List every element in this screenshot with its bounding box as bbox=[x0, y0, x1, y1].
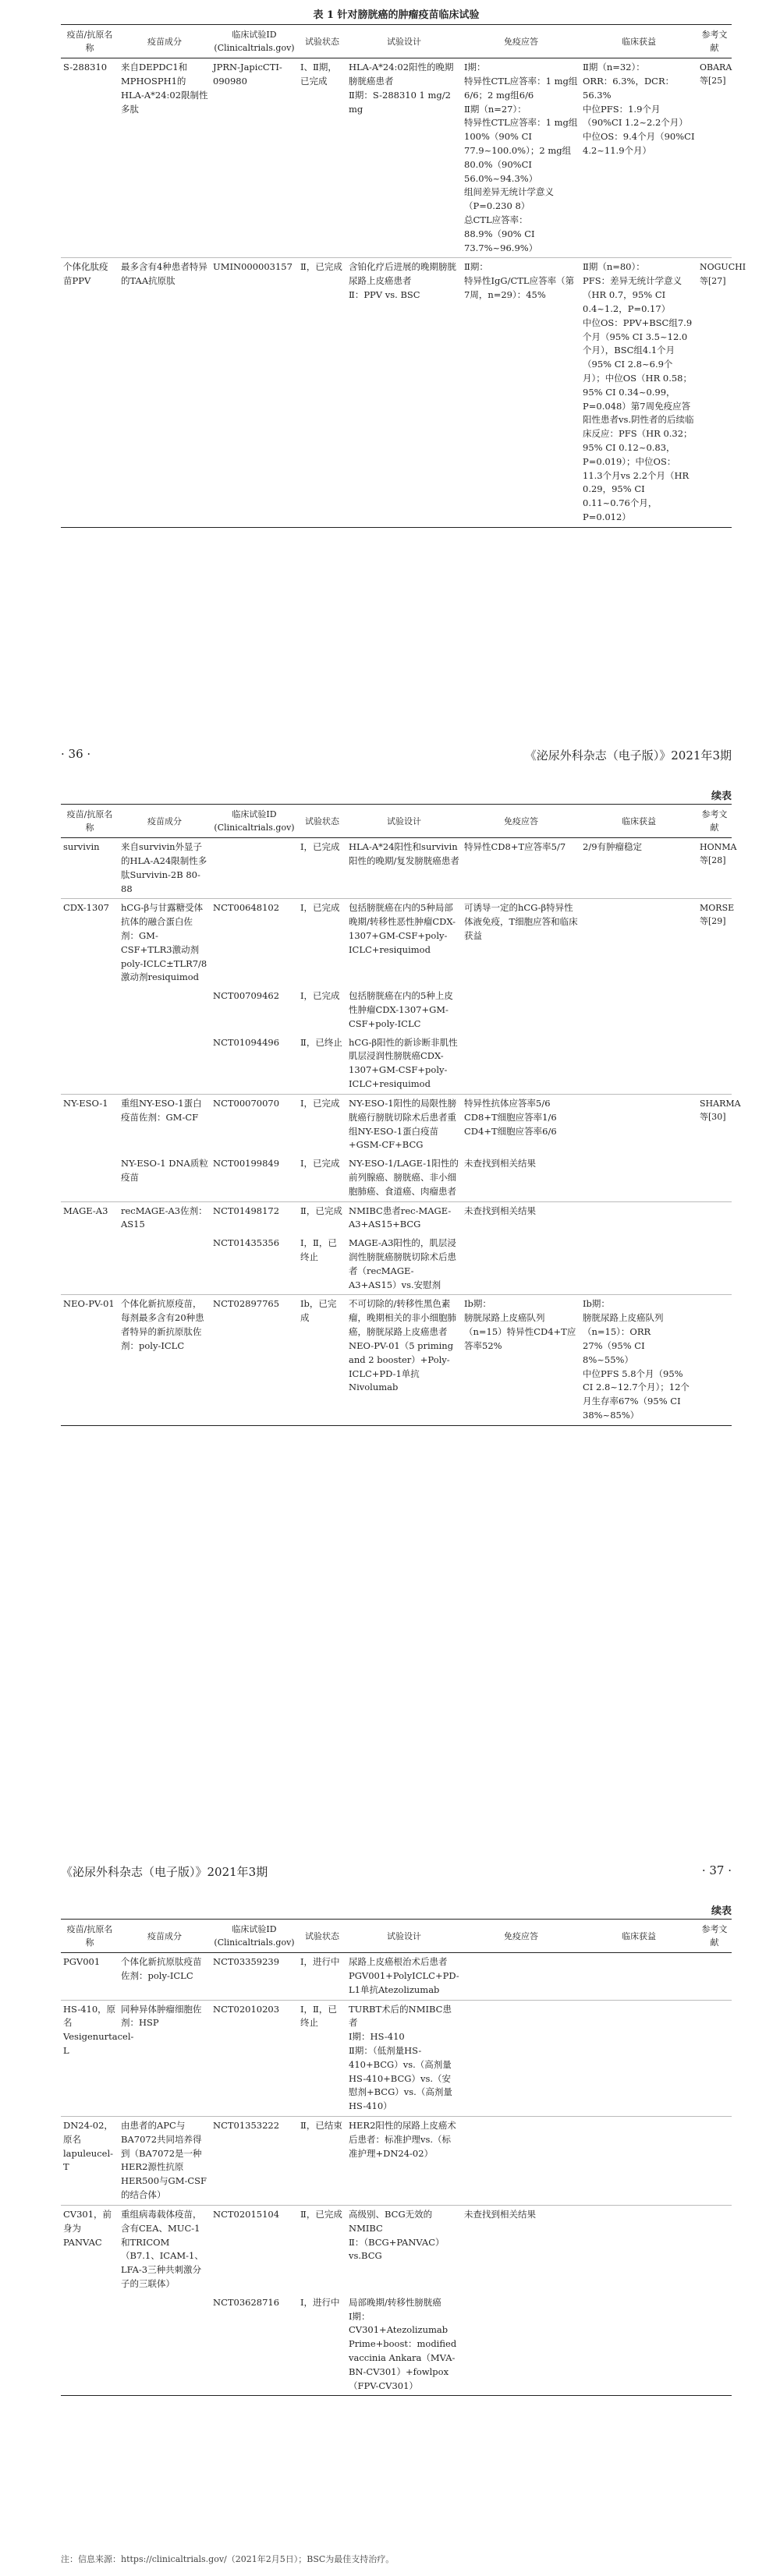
cell-vaccine-name bbox=[61, 1155, 119, 1201]
cell-vaccine-name: CV301，前身为PANVAC bbox=[61, 2205, 119, 2293]
page3-table-section bbox=[61, 1902, 732, 2396]
header-vaccine-name: 疫苗/抗原名称 bbox=[61, 805, 119, 838]
cell-reference bbox=[697, 2000, 732, 2117]
cell-vaccine-name: NEO-PV-01 bbox=[61, 1295, 119, 1425]
cell-trial-id: NCT01094496 bbox=[213, 1036, 280, 1048]
cell-trial-status: Ⅱ，已完成 bbox=[298, 258, 346, 527]
cell-clinical-benefit bbox=[580, 1094, 697, 1155]
header-trial-design: 试验设计 bbox=[346, 1920, 462, 1953]
cell-clinical-benefit bbox=[580, 899, 697, 987]
cell-vaccine-name: PGV001 bbox=[63, 1956, 101, 1968]
table-title: 表 1 针对膀胱癌的肿瘤疫苗临床试验 bbox=[313, 9, 480, 21]
cell-clinical-benefit bbox=[580, 2205, 697, 2293]
cell-trial-id: NCT02897765 bbox=[211, 1295, 298, 1425]
header-clinical-benefit: 临床获益 bbox=[580, 805, 697, 838]
cell-trial-id: NCT01498172 bbox=[211, 1201, 298, 1234]
cell-trial-status: Ⅱ，已完成 bbox=[298, 1201, 346, 1234]
header-trial-design: 试验设计 bbox=[346, 25, 462, 58]
table-row bbox=[61, 1234, 732, 1295]
cell-trial-status: Ⅱ，已结束 bbox=[298, 2117, 346, 2206]
cell-trial-id: NCT00709462 bbox=[213, 990, 280, 1002]
cell-vaccine-name: survivin bbox=[63, 841, 100, 853]
table-row bbox=[61, 1155, 732, 1201]
cell-trial-id: NCT00648102 bbox=[211, 899, 298, 987]
cell-vaccine-components: recMAGE-A3佐剂：AS15 bbox=[119, 1201, 211, 1234]
cell-trial-status: Ⅰ，已完成 bbox=[298, 899, 346, 987]
cell-trial-design: 不可切除的/转移性黑色素瘤，晚期相关的非小细胞肺癌，膀胱尿路上皮癌患者NEO-PV-01（5 priming and 2 booster）+Poly-ICLC+PD-1单抗Nivolumab bbox=[346, 1295, 462, 1425]
cell-trial-id: NCT01353222 bbox=[211, 2117, 298, 2206]
cell-trial-id: NCT02015104 bbox=[211, 2205, 298, 2293]
cell-trial-design: hCG-β阳性的新诊断非肌性肌层浸润性膀胱癌CDX-1307+GM-CSF+poly-ICLC+resiquimod bbox=[349, 1036, 458, 1090]
header-reference: 参考文献 bbox=[697, 25, 732, 58]
cell-clinical-benefit bbox=[580, 1953, 697, 2000]
cell-immune-response bbox=[462, 1034, 580, 1095]
cell-reference: SHARMA等[30] bbox=[697, 1094, 732, 1155]
cell-trial-id: NCT00070070 bbox=[211, 1094, 298, 1155]
table-row bbox=[61, 899, 732, 987]
header-vaccine-name: 疫苗/抗原名称 bbox=[61, 25, 119, 58]
cell-clinical-benefit bbox=[580, 1201, 697, 1234]
cell-trial-id: JPRN-JapicCTI-090980 bbox=[213, 62, 282, 87]
cell-immune-response bbox=[462, 1234, 580, 1295]
cell-vaccine-components: 重组NY-ESO-1蛋白疫苗佐剂：GM-CF bbox=[119, 1094, 211, 1155]
cell-trial-id: NCT00199849 bbox=[213, 1158, 280, 1169]
cell-immune-response: 未查找到相关结果 bbox=[462, 1201, 580, 1234]
cell-clinical-benefit bbox=[580, 987, 697, 1033]
cell-reference: HONMA等[28] bbox=[700, 842, 737, 866]
cell-vaccine-components: 来自DEPDC1和MPHOSPH1的HLA-A*24:02限制性多肽 bbox=[121, 62, 208, 115]
header-trial-status: 试验状态 bbox=[298, 805, 346, 838]
cell-vaccine-components: hCG-β与甘露糖受体抗体的融合蛋白佐剂：GM-CSF+TLR3激动剂poly-ICLC±TLR7/8激动剂resiquimod bbox=[119, 899, 211, 987]
cell-immune-response: 可诱导一定的hCG-β特异性体液免疫，T细胞应答和临床获益 bbox=[462, 899, 580, 987]
cell-immune-response: 未查找到相关结果 bbox=[464, 1158, 536, 1169]
cell-vaccine-components: 来自survivin外显子的HLA-A24限制性多肽Survivin-2B 80-88 bbox=[121, 841, 207, 894]
cell-trial-design: HLA-A*24:02阳性的晚期膀胱癌患者 Ⅱ期：S-288310 1 mg/2 mg bbox=[349, 62, 454, 115]
cell-trial-id: NCT01435356 bbox=[213, 1237, 280, 1249]
cell-vaccine-name: NY-ESO-1 bbox=[61, 1094, 119, 1155]
cell-immune-response bbox=[462, 2117, 580, 2206]
header-immune-response: 免疫应答 bbox=[462, 25, 580, 58]
cell-vaccine-components bbox=[119, 987, 211, 1033]
trials-table-part3 bbox=[61, 1919, 732, 2396]
cell-trial-design: NMIBC患者rec-MAGE-A3+AS15+BCG bbox=[346, 1201, 462, 1234]
cell-vaccine-components: 同种异体肿瘤细胞佐剂：HSP bbox=[119, 2000, 211, 2117]
cell-clinical-benefit: Ⅰb期： 膀胱尿路上皮癌队列（n=15）：ORR 27%（95% CI 8%~55%） 中位PFS 5.8个月（95% CI 2.8~12.7个月）；12个月生存率67%（95% CI 38%~85%） bbox=[580, 1295, 697, 1425]
cell-vaccine-name bbox=[61, 2294, 119, 2396]
cell-trial-design: 包括膀胱癌在内的5种局部晚期/转移性恶性肿瘤CDX-1307+GM-CSF+poly-ICLC+resiquimod bbox=[346, 899, 462, 987]
continued-label: 续表 bbox=[711, 1905, 732, 1917]
table-row bbox=[61, 1295, 732, 1425]
cell-trial-design: 高级别、BCG无效的NMIBC Ⅱ：（BCG+PANVAC）vs.BCG bbox=[346, 2205, 462, 2293]
cell-trial-status: Ⅰ，已完成 bbox=[300, 1158, 340, 1169]
table-row bbox=[61, 258, 732, 527]
trials-table-part2 bbox=[61, 804, 741, 1426]
cell-vaccine-name bbox=[61, 1234, 119, 1295]
cell-clinical-benefit bbox=[580, 1234, 697, 1295]
cell-immune-response bbox=[462, 2294, 580, 2396]
cell-trial-design: NY-ESO-1/LAGE-1阳性的前列腺癌、膀胱癌、非小细胞肺癌、食道癌、肉瘤患者 bbox=[349, 1158, 459, 1197]
cell-trial-status: Ⅰ、Ⅱ期，已完成 bbox=[300, 62, 337, 87]
cell-clinical-benefit: Ⅱ期（n=32）： ORR：6.3%，DCR：56.3% 中位PFS：1.9个月（90%CI 1.2~2.2个月） 中位OS：9.4个月（90%CI 4.2~11.9个月） bbox=[583, 62, 695, 156]
cell-immune-response: Ⅱ期： 特异性IgG/CTL应答率（第7周，n=29）：45% bbox=[462, 258, 580, 527]
cell-vaccine-components bbox=[119, 2294, 211, 2396]
cell-vaccine-name bbox=[61, 1034, 119, 1095]
header-vaccine-components: 疫苗成分 bbox=[119, 1920, 211, 1953]
table-row bbox=[61, 838, 732, 899]
cell-vaccine-components bbox=[119, 1034, 211, 1095]
cell-trial-design: 局部晚期/转移性膀胱癌 Ⅰ期：CV301+Atezolizumab Prime+boost：modified vaccinia Ankara（MVA-BN-CV301）+fowlpox（FPV-CV301） bbox=[346, 2294, 462, 2396]
header-immune-response: 免疫应答 bbox=[462, 1920, 580, 1953]
cell-immune-response bbox=[462, 987, 580, 1033]
table-row bbox=[61, 2205, 732, 2293]
journal-name: 《泌尿外科杂志（电子版）》2021年3期 bbox=[61, 1865, 268, 1879]
cell-reference bbox=[697, 1201, 732, 1234]
header-trial-design: 试验设计 bbox=[346, 805, 462, 838]
cell-vaccine-components bbox=[119, 1234, 211, 1295]
cell-immune-response: 特异性CD8+T应答率5/7 bbox=[464, 841, 566, 853]
cell-trial-design: 尿路上皮癌根治术后患者PGV001+PolyICLC+PD-L1单抗Atezolizumab bbox=[349, 1956, 459, 1995]
cell-reference bbox=[697, 2294, 732, 2396]
cell-trial-status: Ⅰ，进行中 bbox=[298, 2294, 346, 2396]
cell-trial-status: Ⅰ，Ⅱ，已终止 bbox=[298, 2000, 346, 2117]
cell-trial-status: Ⅰ，已完成 bbox=[300, 841, 340, 853]
cell-reference bbox=[697, 1234, 732, 1295]
cell-clinical-benefit bbox=[580, 1155, 697, 1201]
cell-vaccine-name: DN24-02，原名lapuleucel-T bbox=[61, 2117, 119, 2206]
cell-vaccine-components: 由患者的APC与BA7072共同培养得到（BA7072是一种HER2源性抗原HER500与GM-CSF的结合体） bbox=[119, 2117, 211, 2206]
cell-clinical-benefit: 2/9有肿瘤稳定 bbox=[583, 841, 643, 853]
cell-trial-status: Ⅰ，Ⅱ，已终止 bbox=[300, 1237, 337, 1263]
cell-clinical-benefit: Ⅱ期（n=80）： PFS：差异无统计学意义（HR 0.7，95% CI 0.4~1.2，P=0.17） 中位OS：PPV+BSC组7.9个月（95% CI 3.5~12.0个月），BSC组4.1个月（95% CI 2.8~6.9个月）；中位OS（HR 0.58；95% CI 0.34~0.99，P=0.048）第7周免疫应答阳性患者vs.阴性者的后续临床反应：PFS（HR 0.32；95% CI 0.12~0.83，P=0.019）；中位OS：11.3个月vs 2.2个月（HR 0.29，95% CI 0.11~0.76个月，P=0.012） bbox=[580, 258, 697, 527]
header-clinical-benefit: 临床获益 bbox=[580, 1920, 697, 1953]
cell-reference: OBARA等[25] bbox=[700, 62, 732, 87]
table-footnote: 注：信息来源：https://clinicaltrials.gov/（2021年2月5日）；BSC为最佳支持治疗。 bbox=[61, 2554, 395, 2564]
table-row bbox=[61, 987, 732, 1033]
cell-reference bbox=[697, 1953, 732, 2000]
page1-table-section bbox=[61, 6, 746, 528]
cell-reference bbox=[697, 1295, 732, 1425]
cell-trial-status: Ⅰ，已完成 bbox=[298, 1094, 346, 1155]
cell-trial-id: NCT02010203 bbox=[211, 2000, 298, 2117]
cell-vaccine-components: 个体化新抗原肽疫苗佐剂：poly-ICLC bbox=[121, 1956, 202, 1981]
header-reference: 参考文献 bbox=[697, 805, 732, 838]
header-vaccine-name: 疫苗/抗原名称 bbox=[61, 1920, 119, 1953]
cell-trial-status: Ⅰ，已完成 bbox=[300, 990, 340, 1002]
cell-trial-design: HLA-A*24阳性和survivin阳性的晚期/复发膀胱癌患者 bbox=[349, 841, 459, 866]
cell-immune-response bbox=[462, 2000, 580, 2117]
cell-reference bbox=[697, 987, 732, 1033]
table-row bbox=[61, 58, 732, 258]
cell-reference: NOGUCHI等[27] bbox=[697, 258, 732, 527]
page-number: · 36 · bbox=[61, 747, 91, 761]
cell-immune-response: Ⅰ期： 特异性CTL应答率：1 mg组6/6；2 mg组6/6 Ⅱ期（n=27）： 特异性CTL应答率：1 mg组100%（90% CI 77.9~100.0%）；2 mg组80.0%（90%CI 56.0%~94.3%） 组间差异无统计学意义（P=0.230 8） 总CTL应答率：88.9%（90% CI 73.7%~96.9%） bbox=[464, 62, 578, 253]
cell-trial-status: Ⅰ，进行中 bbox=[300, 1956, 340, 1968]
cell-trial-design: MAGE-A3阳性的，肌层浸润性膀胱癌膀胱切除术后患者（recMAGE-A3+AS15）vs.安慰剂 bbox=[349, 1237, 456, 1290]
table-row bbox=[61, 1953, 732, 2000]
header-trial-status: 试验状态 bbox=[298, 1920, 346, 1953]
cell-vaccine-name: 个体化肽疫苗PPV bbox=[61, 258, 119, 527]
journal-name: 《泌尿外科杂志（电子版）》2021年3期 bbox=[524, 748, 732, 763]
cell-trial-design: HER2阳性的尿路上皮癌术后患者：标准护理vs.（标准护理+DN24-02） bbox=[346, 2117, 462, 2206]
cell-clinical-benefit bbox=[580, 2117, 697, 2206]
cell-trial-status: Ⅰb，已完成 bbox=[298, 1295, 346, 1425]
cell-trial-id: NCT03359239 bbox=[213, 1956, 280, 1968]
cell-trial-status: Ⅱ，已终止 bbox=[300, 1036, 342, 1048]
table-row bbox=[61, 2117, 732, 2206]
cell-trial-status: Ⅱ，已完成 bbox=[298, 2205, 346, 2293]
header-vaccine-components: 疫苗成分 bbox=[119, 805, 211, 838]
table-row bbox=[61, 2294, 732, 2396]
header-immune-response: 免疫应答 bbox=[462, 805, 580, 838]
page-number: · 37 · bbox=[701, 1863, 732, 1877]
cell-vaccine-name: S-288310 bbox=[63, 62, 108, 73]
cell-immune-response: 特异性抗体应答率5/6 CD8+T细胞应答率1/6 CD4+T细胞应答率6/6 bbox=[462, 1094, 580, 1155]
table-row bbox=[61, 2000, 732, 2117]
cell-trial-id bbox=[211, 838, 298, 899]
header-trial-id: 临床试验ID (Clinicaltrials.gov) bbox=[211, 25, 298, 58]
cell-trial-id: UMIN000003157 bbox=[211, 258, 298, 527]
cell-reference bbox=[697, 1155, 732, 1201]
page2-table-section bbox=[61, 787, 741, 1426]
cell-reference bbox=[697, 1034, 732, 1095]
cell-clinical-benefit bbox=[580, 2294, 697, 2396]
cell-trial-design: 含铂化疗后进展的晚期膀胱尿路上皮癌患者 Ⅱ：PPV vs. BSC bbox=[346, 258, 462, 527]
header-trial-id: 临床试验ID (Clinicaltrials.gov) bbox=[211, 1920, 298, 1953]
cell-vaccine-components: NY-ESO-1 DNA质粒疫苗 bbox=[121, 1158, 208, 1183]
cell-vaccine-name bbox=[61, 987, 119, 1033]
cell-vaccine-name: MAGE-A3 bbox=[61, 1201, 119, 1234]
cell-immune-response: Ⅰb期： 膀胱尿路上皮癌队列（n=15）特异性CD4+T应答率52% bbox=[462, 1295, 580, 1425]
cell-clinical-benefit bbox=[580, 1034, 697, 1095]
cell-immune-response bbox=[462, 1953, 580, 2000]
continued-label: 续表 bbox=[711, 791, 732, 802]
cell-vaccine-components: 重组病毒载体疫苗，含有CEA、MUC-1和TRICOM（B7.1、ICAM-1、LFA-3三种共刺激分子的三联体） bbox=[119, 2205, 211, 2293]
cell-trial-design: 包括膀胱癌在内的5种上皮性肿瘤CDX-1307+GM-CSF+poly-ICLC bbox=[349, 990, 453, 1029]
table-row bbox=[61, 1094, 732, 1155]
cell-trial-design: TURBT术后的NMIBC患者 Ⅰ期：HS-410 Ⅱ期：（低剂量HS-410+BCG）vs.（高剂量HS-410+BCG）vs.（安慰剂+BCG）vs.（高剂量HS-410） bbox=[346, 2000, 462, 2117]
trials-table-part1 bbox=[61, 24, 746, 528]
header-trial-status: 试验状态 bbox=[298, 25, 346, 58]
cell-trial-id: NCT03628716 bbox=[211, 2294, 298, 2396]
cell-clinical-benefit bbox=[580, 2000, 697, 2117]
table-row bbox=[61, 1034, 732, 1095]
cell-vaccine-components: 个体化新抗原疫苗，每剂最多含有20种患者特异的新抗原肽佐剂：poly-ICLC bbox=[119, 1295, 211, 1425]
header-reference: 参考文献 bbox=[697, 1920, 732, 1953]
header-clinical-benefit: 临床获益 bbox=[580, 25, 697, 58]
cell-vaccine-name: CDX-1307 bbox=[61, 899, 119, 987]
cell-reference bbox=[697, 2117, 732, 2206]
cell-reference bbox=[697, 2205, 732, 2293]
cell-reference: MORSE等[29] bbox=[697, 899, 732, 987]
header-trial-id: 临床试验ID (Clinicaltrials.gov) bbox=[211, 805, 298, 838]
cell-vaccine-name: HS-410，原名Vesigenurtacel-L bbox=[61, 2000, 119, 2117]
cell-trial-design: NY-ESO-1阳性的局限性膀胱癌行膀胱切除术后患者重组NY-ESO-1蛋白疫苗+GSM-CF+BCG bbox=[346, 1094, 462, 1155]
cell-immune-response: 未查找到相关结果 bbox=[462, 2205, 580, 2293]
table-row bbox=[61, 1201, 732, 1234]
header-vaccine-components: 疫苗成分 bbox=[119, 25, 211, 58]
cell-vaccine-components: 最多含有4种患者特异的TAA抗原肽 bbox=[119, 258, 211, 527]
